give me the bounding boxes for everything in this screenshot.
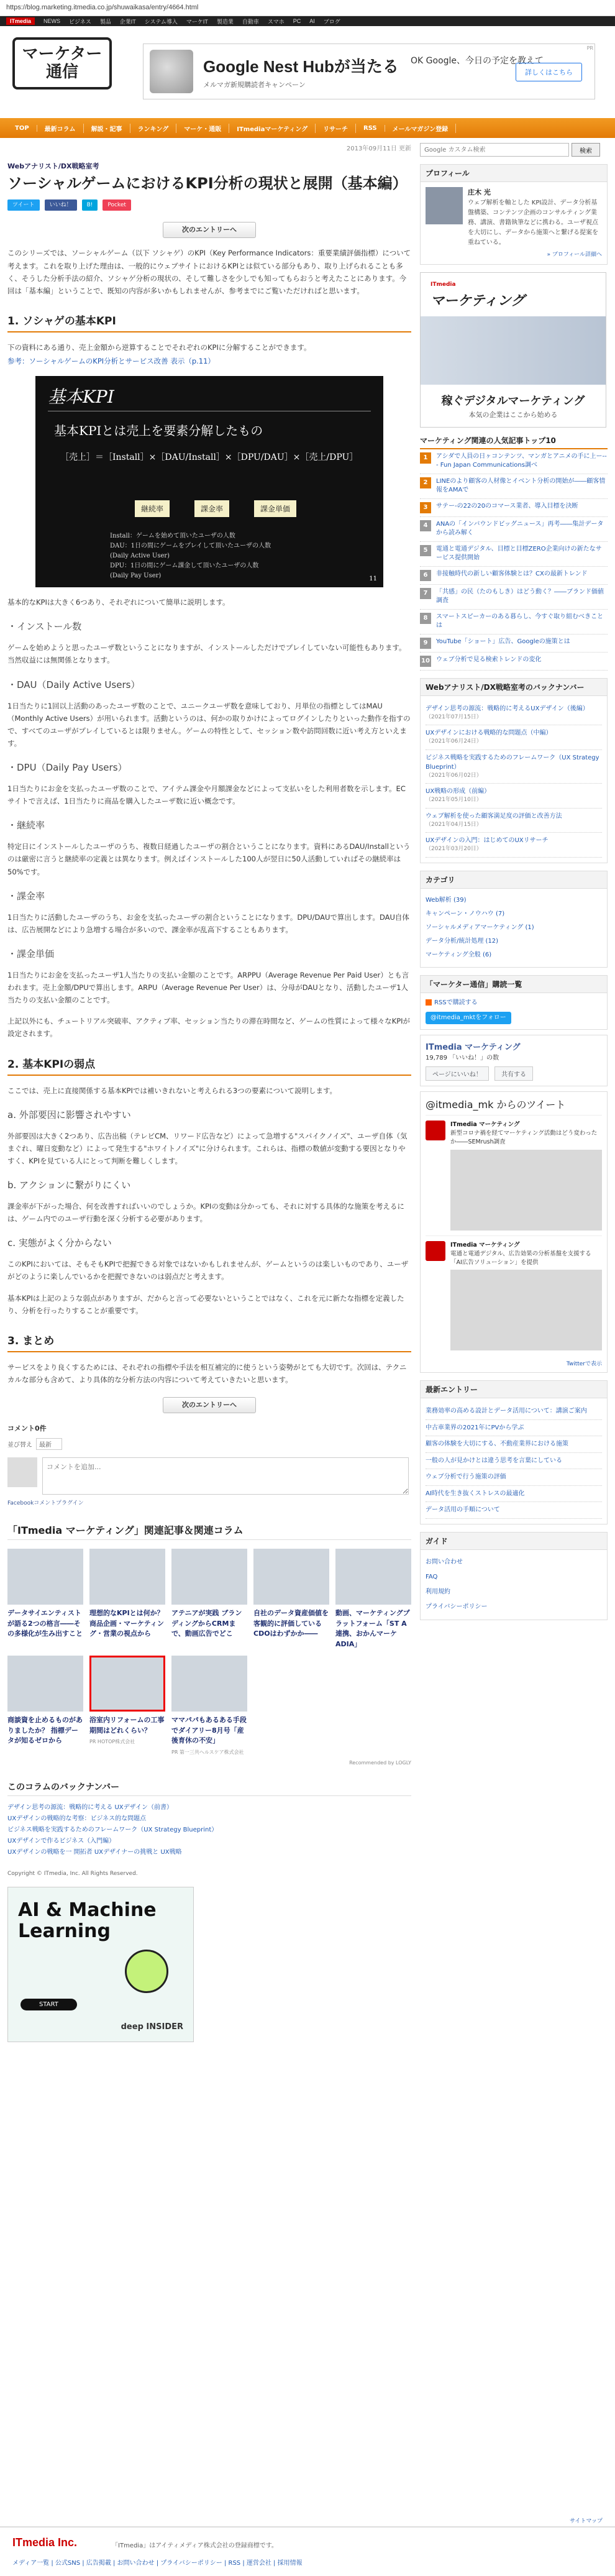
slide-formula: ［売上］＝［Install］×［DAU/Install］×［DPU/DAU］×［売上/DPU］: [60, 452, 358, 463]
ad-ok-google: OK Google、今日の予定を教えて: [411, 56, 544, 66]
sidebar-backnumber-item[interactable]: UX戦略の形成（前編） （2021年05月10日）: [426, 784, 602, 809]
ranking-item[interactable]: 9 YouTube「ショート」広告、Googleの施策とは: [420, 635, 608, 653]
deep-insider-logo: deep INSIDER: [121, 2022, 183, 2032]
sidebar: [420, 143, 608, 1620]
next-entry-button[interactable]: 次のエントリーへ: [163, 222, 256, 238]
copyright: Copyright © ITmedia, Inc. All Rights Reserved.: [7, 1870, 138, 1877]
reference-link[interactable]: 参考：ソーシャルゲームのKPI分析とサービス改善 表示（p.11）: [7, 357, 215, 366]
weakness-heading: a. 外部要因に影響されやすい: [7, 1109, 131, 1121]
backnumber-link[interactable]: デザイン思考の源流：戦略的に考える UXデザイン（前書）: [7, 1804, 173, 1811]
profile-heading: プロフィール: [421, 165, 607, 182]
menu-item[interactable]: ランキング: [130, 124, 177, 133]
mk-ad-image: [421, 316, 606, 385]
sidebar-backnumber-box: [420, 678, 608, 863]
itnav-item[interactable]: 企業IT: [119, 18, 136, 25]
footer-trademark: 「ITmedia」はアイティメディア株式会社の登録商標です。: [112, 2542, 278, 2549]
address-bar[interactable]: [0, 0, 615, 16]
related-item[interactable]: 動画、マーケティングプラットフォーム「ST A連携、おかんマーケADIA」: [335, 1549, 411, 1649]
ai-ml-ad[interactable]: [7, 1887, 194, 2042]
like-button[interactable]: いいね！: [45, 199, 77, 211]
menu-item[interactable]: マーケ・通販: [176, 124, 229, 133]
ranking-item[interactable]: 1 アシダで人員の日ヶコンテンツ、マンガとアニメの手に上ー--- Fun Japan Communications調べ: [420, 449, 608, 474]
ranking-box: [420, 431, 608, 671]
fb-like-count: 19,789 「いいね！」の数: [426, 1054, 499, 1061]
author-photo: [426, 187, 463, 224]
slide-question: 基本KPIとは売上を要素分解したもの: [54, 423, 263, 439]
footer-links[interactable]: メディア一覧 | 公式SNS | 広告掲載 | お問い合わせ | プライバシーポリシー | RSS | 運営会社 | 採用情報: [12, 2560, 303, 2567]
avatar: [7, 1457, 37, 1487]
site-header: [0, 26, 615, 94]
paragraph: ゲームを始めようと思ったユーザ数ということになりますが、インストールしただけでプレイしていない可能性もあります。当然収益には無関係となります。: [7, 643, 406, 665]
article-date: 2013年09月11日 更新: [346, 145, 411, 152]
slide-note: (Daily Pay User): [110, 572, 162, 580]
weakness-heading: b. アクションに繋がりにくい: [7, 1180, 131, 1191]
kpi-heading: ・DPU（Daily Pay Users）: [7, 762, 127, 774]
itmedia-marketing-ad[interactable]: [420, 272, 606, 428]
ranking-item[interactable]: 3 サテー-の22の20のコマース業者、導入目標を決断: [420, 499, 608, 517]
itnav-item[interactable]: システム導入: [144, 18, 178, 25]
itnav-item[interactable]: ブログ: [323, 18, 340, 25]
related-item[interactable]: データサイエンティストが語る2つの格言――その多様化が生み出すこと: [7, 1549, 83, 1649]
new-entry-link[interactable]: AI時代を生き抜くストレスの最適化: [426, 1486, 602, 1503]
itmedia-top-nav: [0, 16, 615, 26]
related-thumbnail: [89, 1549, 165, 1605]
guide-link[interactable]: お問い合わせ: [426, 1558, 463, 1565]
paragraph: ここでは、売上に直接関係する基本KPIでは補いきれないと考えられる3つの要素について説明します。: [7, 1086, 337, 1095]
ad-detail-button[interactable]: 詳しくはこちら: [516, 63, 582, 81]
robot-icon: [125, 1950, 168, 1993]
slide-box: 課金率: [194, 500, 229, 517]
category-link[interactable]: データ分析/統計処理 (12): [426, 937, 499, 945]
related-thumbnail: [171, 1549, 247, 1605]
global-menu: [0, 118, 615, 138]
kpi-heading: ・課金率: [7, 890, 45, 902]
profile-more-link[interactable]: » プロフィール詳細へ: [547, 251, 602, 258]
fb-comment-plugin-link[interactable]: Facebookコメントプラグイン: [7, 1500, 84, 1507]
search-button[interactable]: 検索: [572, 143, 600, 157]
paragraph: 特定日にインストールしたユーザのうち、複数日経過したユーザの割合ということになります。資料にあるDAU/Installというのは厳密に言うと継続率の定義とは異なります。例えばインストールした100人が翌日に50人活動していればその継続率は50%です。: [7, 842, 411, 876]
menu-item[interactable]: 解説・記事: [84, 124, 130, 133]
tweet[interactable]: ITmedia マーケティング 新型コロナ禍を経てマーケティング活動はどう変わったか――SEMrush調査: [426, 1115, 602, 1235]
itnav-item[interactable]: スマホ: [267, 18, 285, 25]
new-entries-heading: 最新エントリー: [421, 1381, 607, 1398]
itnav-item[interactable]: 製品: [99, 18, 111, 25]
itnav-item[interactable]: PC: [293, 18, 301, 24]
paragraph: このKPIにおいては、そもそもKPIで把握できる対象ではないかもしれませんが、ゲームというのは楽しいものであり、ユーザがどのように楽しんでいるかを把握できないのは弱点だと考えます。: [7, 1260, 409, 1281]
tweet-image: [450, 1270, 602, 1350]
ranking-item[interactable]: 7 「共感」の民（たのもしき）はどう動く？――ブランド価値調査: [420, 585, 608, 610]
slide-title: 基本KPI: [48, 387, 114, 408]
itnav-item[interactable]: マーケIT: [186, 18, 208, 25]
menu-item[interactable]: リサーチ: [316, 124, 356, 133]
related-grid: [7, 1549, 411, 1756]
comment-count: コメント0件: [7, 1424, 47, 1433]
new-entry-link[interactable]: データ活用の手順について: [426, 1502, 602, 1519]
guide-link[interactable]: プライバシーポリシー: [426, 1603, 488, 1610]
itmedia-avatar-icon: [426, 1241, 445, 1261]
article-title: ソーシャルゲームにおけるKPI分析の現状と展開（基本編）: [7, 175, 408, 192]
paragraph: サービスをより良くするためには、それぞれの指標や手法を相互補完的に使うという姿勢がとても大切です。次回は、テクニカルな部分も含めて、より具体的な分析方法の内容について考えていきたいと思います。: [7, 1362, 407, 1384]
backnumber-list: [7, 1802, 411, 1858]
new-entries-box: [420, 1380, 608, 1524]
menu-item[interactable]: 最新コラム: [37, 124, 84, 133]
paragraph: 課金率が下がった場合、何を改善すればいいのでしょうか。KPIの変動は分かっても、それに対する具体的な施策を考えるには、ゲーム内でのユーザ行動を深く分析する必要があります。: [7, 1202, 404, 1224]
new-entry-link[interactable]: 中古車業界の2021年にPVから学ぶ: [426, 1420, 602, 1437]
itnav-item[interactable]: 自動車: [242, 18, 259, 25]
related-thumbnail: [7, 1656, 83, 1712]
fb-page-name[interactable]: ITmedia マーケティング: [426, 1042, 521, 1052]
site-search: [420, 143, 608, 157]
slide-note: DPU：1日の間にゲーム課金して頂いたユーザの人数: [110, 562, 259, 570]
itmedia-avatar-icon: [426, 1121, 445, 1140]
slide-page-number: 11: [369, 575, 377, 583]
slide-note: Install：ゲームを始めて頂いたユーザの人数: [110, 533, 235, 540]
category-heading: カテゴリ: [421, 871, 607, 889]
kpi-heading: ・継続率: [7, 820, 45, 832]
kpi-heading: ・インストール数: [7, 621, 82, 633]
tweet-button[interactable]: ツイート: [7, 199, 40, 211]
related-thumbnail: [335, 1549, 411, 1605]
menu-item[interactable]: メールマガジン登録: [385, 124, 457, 133]
paragraph: 基本KPIは上記のような弱点がありますが、だからと言って必要ないということではなく、これを元に新たな指標を定義したり、分析を行ったりすることが重要です。: [7, 1293, 404, 1315]
itnav-item[interactable]: ビジネス: [69, 18, 91, 25]
sort-select[interactable]: 最新: [36, 1438, 62, 1450]
category-link[interactable]: ソーシャルメディアマーケティング (1): [426, 924, 534, 931]
itmedia-brand-link[interactable]: ITmedia: [6, 17, 35, 25]
guide-box: [420, 1532, 608, 1620]
nest-hub-image: [150, 50, 193, 93]
related-item[interactable]: 自社のデータ資産価値を客観的に評価しているCDOはわずかか――: [253, 1549, 329, 1649]
kpi-heading: ・DAU（Daily Active Users）: [7, 679, 140, 690]
related-ad-item[interactable]: 浴室内リフォームの工事期間はどれくらい？ PR HOTOP株式会社: [89, 1656, 165, 1756]
comment-area: [7, 1423, 411, 1506]
category-box: [420, 871, 608, 968]
twitter-timeline: [420, 1091, 608, 1373]
backnumber-heading: このコラムのバックナンバー: [7, 1781, 411, 1796]
paragraph: 1日当たりに1回以上活動のあったユーザ数のことで、ユニークユーザ数を意味しており、月単位の指標としてはMAU（Monthly Active Users）が用いられます。活動というのは、何かの取りかけによってログインしたりといった動作を指すので、すべてのユーザがプレイしているとは限りません。ゲームの特性として、セッション数や訪問回数に近い考え方といえます。: [7, 701, 411, 748]
author-bio: ウェブ解析を軸とした KPI設計、データ分析基盤構築、コンテンツ企画のコンサルティング業務、講演、書籍執筆などに携わる。ユーザ視点を大切にし、データから施策へと繋げる提案を重ねている。: [468, 199, 598, 246]
slide-note: (Daily Active User): [110, 552, 170, 560]
kpi-heading: ・課金単価: [7, 948, 55, 960]
paragraph: 1日当たりに活動したユーザのうち、お金を支払ったユーザの割合ということになります。DPU/DAUで算出します。DAU自体は、広告展開などにより急増する場合が多いので、課金率が乱高下することもあります。: [7, 912, 409, 934]
related-thumbnail: [89, 1656, 165, 1712]
mk-ad-tag: ITmedia: [430, 281, 456, 288]
related-item[interactable]: 理想的なKPIとは何か？ 商品企画・マーケティング・営業の視点から: [89, 1549, 165, 1649]
ai-ad-start-button[interactable]: START: [20, 1999, 77, 2010]
backnumber-link[interactable]: UXデザインの戦略的な考察：ビジネス的な問題点: [7, 1815, 147, 1822]
section-heading: 2. 基本KPIの弱点: [7, 1055, 411, 1076]
category-link[interactable]: マーケティング全般 (6): [426, 951, 492, 958]
view-on-twitter-link[interactable]: Twitterで表示: [566, 1361, 602, 1368]
related-item[interactable]: アテニアが実践 ブランディングからCRMまで、動画広告でどこ: [171, 1549, 247, 1649]
ranking-item[interactable]: 10 ウェブ分析で見る検索トレンドの変化: [420, 653, 608, 671]
related-ad-item[interactable]: ママパパもあるある手段でダイアリー8月号「産後育休の不安」 PR 第一三共ヘルスケア株式会社: [171, 1656, 247, 1756]
comment-input[interactable]: [42, 1457, 409, 1495]
new-entry-link[interactable]: ウェブ分析で行う施策の評価: [426, 1469, 602, 1486]
search-input[interactable]: [420, 143, 569, 157]
hatena-button[interactable]: B!: [82, 199, 98, 211]
paragraph: 1日当たりにお金を支払ったユーザ数のことで、アイテム課金や月額課金などによって支払いをした利用者数を示します。ECサイトで言えば、1日当たりに商品を購入したユーザ数に近い概念です。: [7, 784, 406, 806]
twitter-follow-button[interactable]: @itmedia_mktをフォロー: [426, 1012, 511, 1024]
paragraph: 上記以外にも、チュートリアル突破率、アクティブ率、セッション当たりの滞在時間など、ゲームの性質によって様々なKPIが設定されます。: [7, 1017, 411, 1038]
related-thumbnail: [253, 1549, 329, 1605]
paragraph: 基本的なKPIは大きく6つあり、それぞれについて簡単に説明します。: [7, 598, 230, 607]
section-heading: 3. まとめ: [7, 1332, 411, 1352]
category-link[interactable]: Web解析 (39): [426, 896, 467, 904]
paragraph: 下の資料にある通り、売上金額から逆算することでそれぞれのKPIに分解することができます。: [7, 342, 311, 352]
subscribe-heading: 「マーケター通信」購読一覧: [421, 976, 607, 993]
paragraph: 外部要因は大きく2つあり、広告出稿（テレビCM、リワード広告など）によって急増する"スパイクノイズ"、ユーザ自体（気まぐれ、曜日変動など）によって発生する"ホワイトノイズ"に分けられます。これらは、指標の数値が変動する要因となりやすく、KPIを見ている人にとって判断を難しくします。: [7, 1131, 408, 1165]
slide-note: DAU：1日の間にゲームをプレイして頂いたユーザの人数: [110, 543, 271, 550]
slide-box: 課金単価: [254, 500, 296, 517]
ad-pr-label: PR: [586, 45, 593, 51]
twitter-timeline-heading: @itmedia_mk からのツイート: [426, 1098, 566, 1111]
profile-box: [420, 164, 608, 265]
tweet-image: [450, 1150, 602, 1231]
new-entry-link[interactable]: 顧客の体験を大切にする、不動産業界における施策: [426, 1436, 602, 1453]
ad-subtitle: メルマガ新規購読者キャンペーン: [203, 80, 306, 89]
ranking-item[interactable]: 2 LINEのより顧客の人材像とイベント分析の開始が――顧客情報をAMAで: [420, 474, 608, 499]
mk-ad-brand: マーケティング: [430, 293, 525, 309]
sidebar-backnumber-item[interactable]: ウェブ解析を使った顧客満足度の評価と改善方法 （2021年04月15日）: [426, 809, 602, 833]
paragraph: 1日当たりにお金を支払ったユーザ1人当たりの支払い金額のことです。ARPPU（Average Revenue Per Paid User）とも言われます。売上金額/DPUで算出します。ARPU（Average Revenue Per User）は、分母がDAUとなり、活動したユーザ1人当たりの支払い金額のことです。: [7, 970, 409, 1005]
backnumber-link[interactable]: UXデザインの戦略を一 開拓者 UXデザイナーの挑戦と UX戦略: [7, 1848, 182, 1856]
ranking-item[interactable]: 6 非接触時代の新しい顧客体験とは？CXの最新トレンド: [420, 567, 608, 585]
kpi-slide-image: [35, 376, 383, 587]
article-category[interactable]: Webアナリスト/DX戦略室考: [7, 162, 99, 170]
sidebar-backnumber-item[interactable]: UXデザインにおける戦略的な問題点（中編） （2021年06月24日）: [426, 725, 602, 750]
sidebar-backnumber-item[interactable]: デザイン思考の源流：戦略的に考えるUXデザイン（後編） （2021年07月15日）: [426, 701, 602, 726]
menu-item[interactable]: TOP: [7, 125, 37, 132]
related-item[interactable]: 商談資を止めるものがありましたか？ 指標データが知るゼロから: [7, 1656, 83, 1756]
guide-heading: ガイド: [421, 1533, 607, 1550]
header-ad-banner[interactable]: [143, 44, 595, 99]
recommended-by: Recommended by LOGLY: [349, 1759, 411, 1766]
intro-paragraph: このシリーズでは、ソーシャルゲーム（以下 ソシャゲ）のKPI（Key Performance Indicators：重要業績評価指標）について考えます。これを取り上げた理由は、一般的にウェブサイトにおけるKPIとは似ている部分もあり、取り上げられることも多く、そうした分析手法の紹介、ソシャゲ分析の現状の、そして難しさを少しでも知ってもらおうと考えたことにあります。今回は「基本編」ということで、既知の内容が多いかもしれませんが、参考までにご覧いただければと思います。: [7, 249, 411, 295]
new-entry-link[interactable]: 業務効率の高める設計とデータ活用について：講演ご案内: [426, 1403, 602, 1420]
next-entry-button-bottom[interactable]: 次のエントリーへ: [163, 1397, 256, 1413]
sidebar-backnumber-item[interactable]: ビジネス戦略を実践するためのフレームワーク（UX Strategy Blueprint） （2021年06月02日）: [426, 750, 602, 784]
itnav-item[interactable]: AI: [309, 18, 315, 24]
ai-ad-headline: AI & Machine Learning: [18, 1899, 157, 1943]
fb-share-button[interactable]: 共有する: [494, 1066, 533, 1081]
mk-ad-copy: 稼ぐデジタルマーケティング: [441, 394, 585, 408]
itnav-item[interactable]: NEWS: [43, 18, 61, 24]
ranking-item[interactable]: 4 ANAの「インバウンドビッグニュース」再考――集計データから読み解く: [420, 517, 608, 542]
itnav-item[interactable]: 製造業: [216, 18, 234, 25]
backnumber-link[interactable]: ビジネス戦略を実践するためのフレームワーク（UX Strategy Blueprint）: [7, 1826, 218, 1833]
backnumber-link[interactable]: UXデザインで作るビジネス（入門編）: [7, 1837, 116, 1845]
guide-link[interactable]: FAQ: [426, 1573, 438, 1580]
ad-title: Google Nest Hubが当たる: [203, 57, 399, 76]
guide-link[interactable]: 利用規約: [426, 1588, 450, 1595]
sort-label: 並び替え: [7, 1442, 32, 1449]
fb-like-page-button[interactable]: ページにいいね！: [426, 1066, 489, 1081]
slide-box: 継続率: [135, 500, 170, 517]
itmedia-footer-logo[interactable]: ITmedia Inc.: [12, 2536, 78, 2549]
related-heading: 「ITmedia マーケティング」関連記事＆関連コラム: [7, 1523, 411, 1540]
site-logo[interactable]: マーケター通信: [12, 37, 112, 89]
menu-item[interactable]: RSS: [356, 125, 385, 132]
weakness-heading: c. 実態がよく分からない: [7, 1237, 112, 1249]
subscribe-box: [420, 975, 608, 1030]
section-heading: 1. ソシャゲの基本KPI: [7, 312, 411, 332]
related-thumbnail: [171, 1656, 247, 1712]
sidebar-backnumber-heading: Webアナリスト/DX戦略室考のバックナンバー: [421, 679, 607, 696]
sitemap-link[interactable]: サイトマップ: [569, 2518, 603, 2524]
author-name: 庄木 光: [468, 188, 491, 196]
facebook-page-box: [420, 1035, 608, 1086]
ranking-item[interactable]: 5 電通と電通デジタル、目標と目標ZERO企業向けの新たなサービス提供開始: [420, 542, 608, 567]
tweet[interactable]: ITmedia マーケティング 電通と電通デジタル、広告効果の分析基盤を支援する「AI広告ソリューション」を提供: [426, 1235, 602, 1356]
rss-icon: [426, 999, 432, 1006]
site-footer: [0, 2518, 615, 2576]
social-buttons: [7, 199, 411, 211]
ranking-item[interactable]: 8 スマートスピーカーのある暮らし、今すぐ取り組むべきことは: [420, 610, 608, 635]
url-text: https://blog.marketing.itmedia.co.jp/shuwaikasa/entry/4664.html: [6, 4, 199, 11]
rss-link[interactable]: RSSで購読する: [426, 998, 602, 1008]
ranking-heading: マーケティング関連の人気記事トップ10: [420, 431, 608, 449]
mk-ad-subcopy: 本気の企業はここから始める: [468, 410, 558, 419]
category-link[interactable]: キャンペーン・ノウハウ (7): [426, 910, 505, 917]
main-content: [7, 143, 411, 2042]
pocket-button[interactable]: Pocket: [102, 199, 131, 211]
sidebar-backnumber-item[interactable]: UXデザインの入門：はじめてのUXリサーチ （2021年03月20日）: [426, 833, 602, 858]
related-thumbnail: [7, 1549, 83, 1605]
new-entry-link[interactable]: 一般の人が見かけとは違う思考を言葉にしている: [426, 1453, 602, 1470]
menu-item[interactable]: ITmediaマーケティング: [229, 124, 316, 133]
